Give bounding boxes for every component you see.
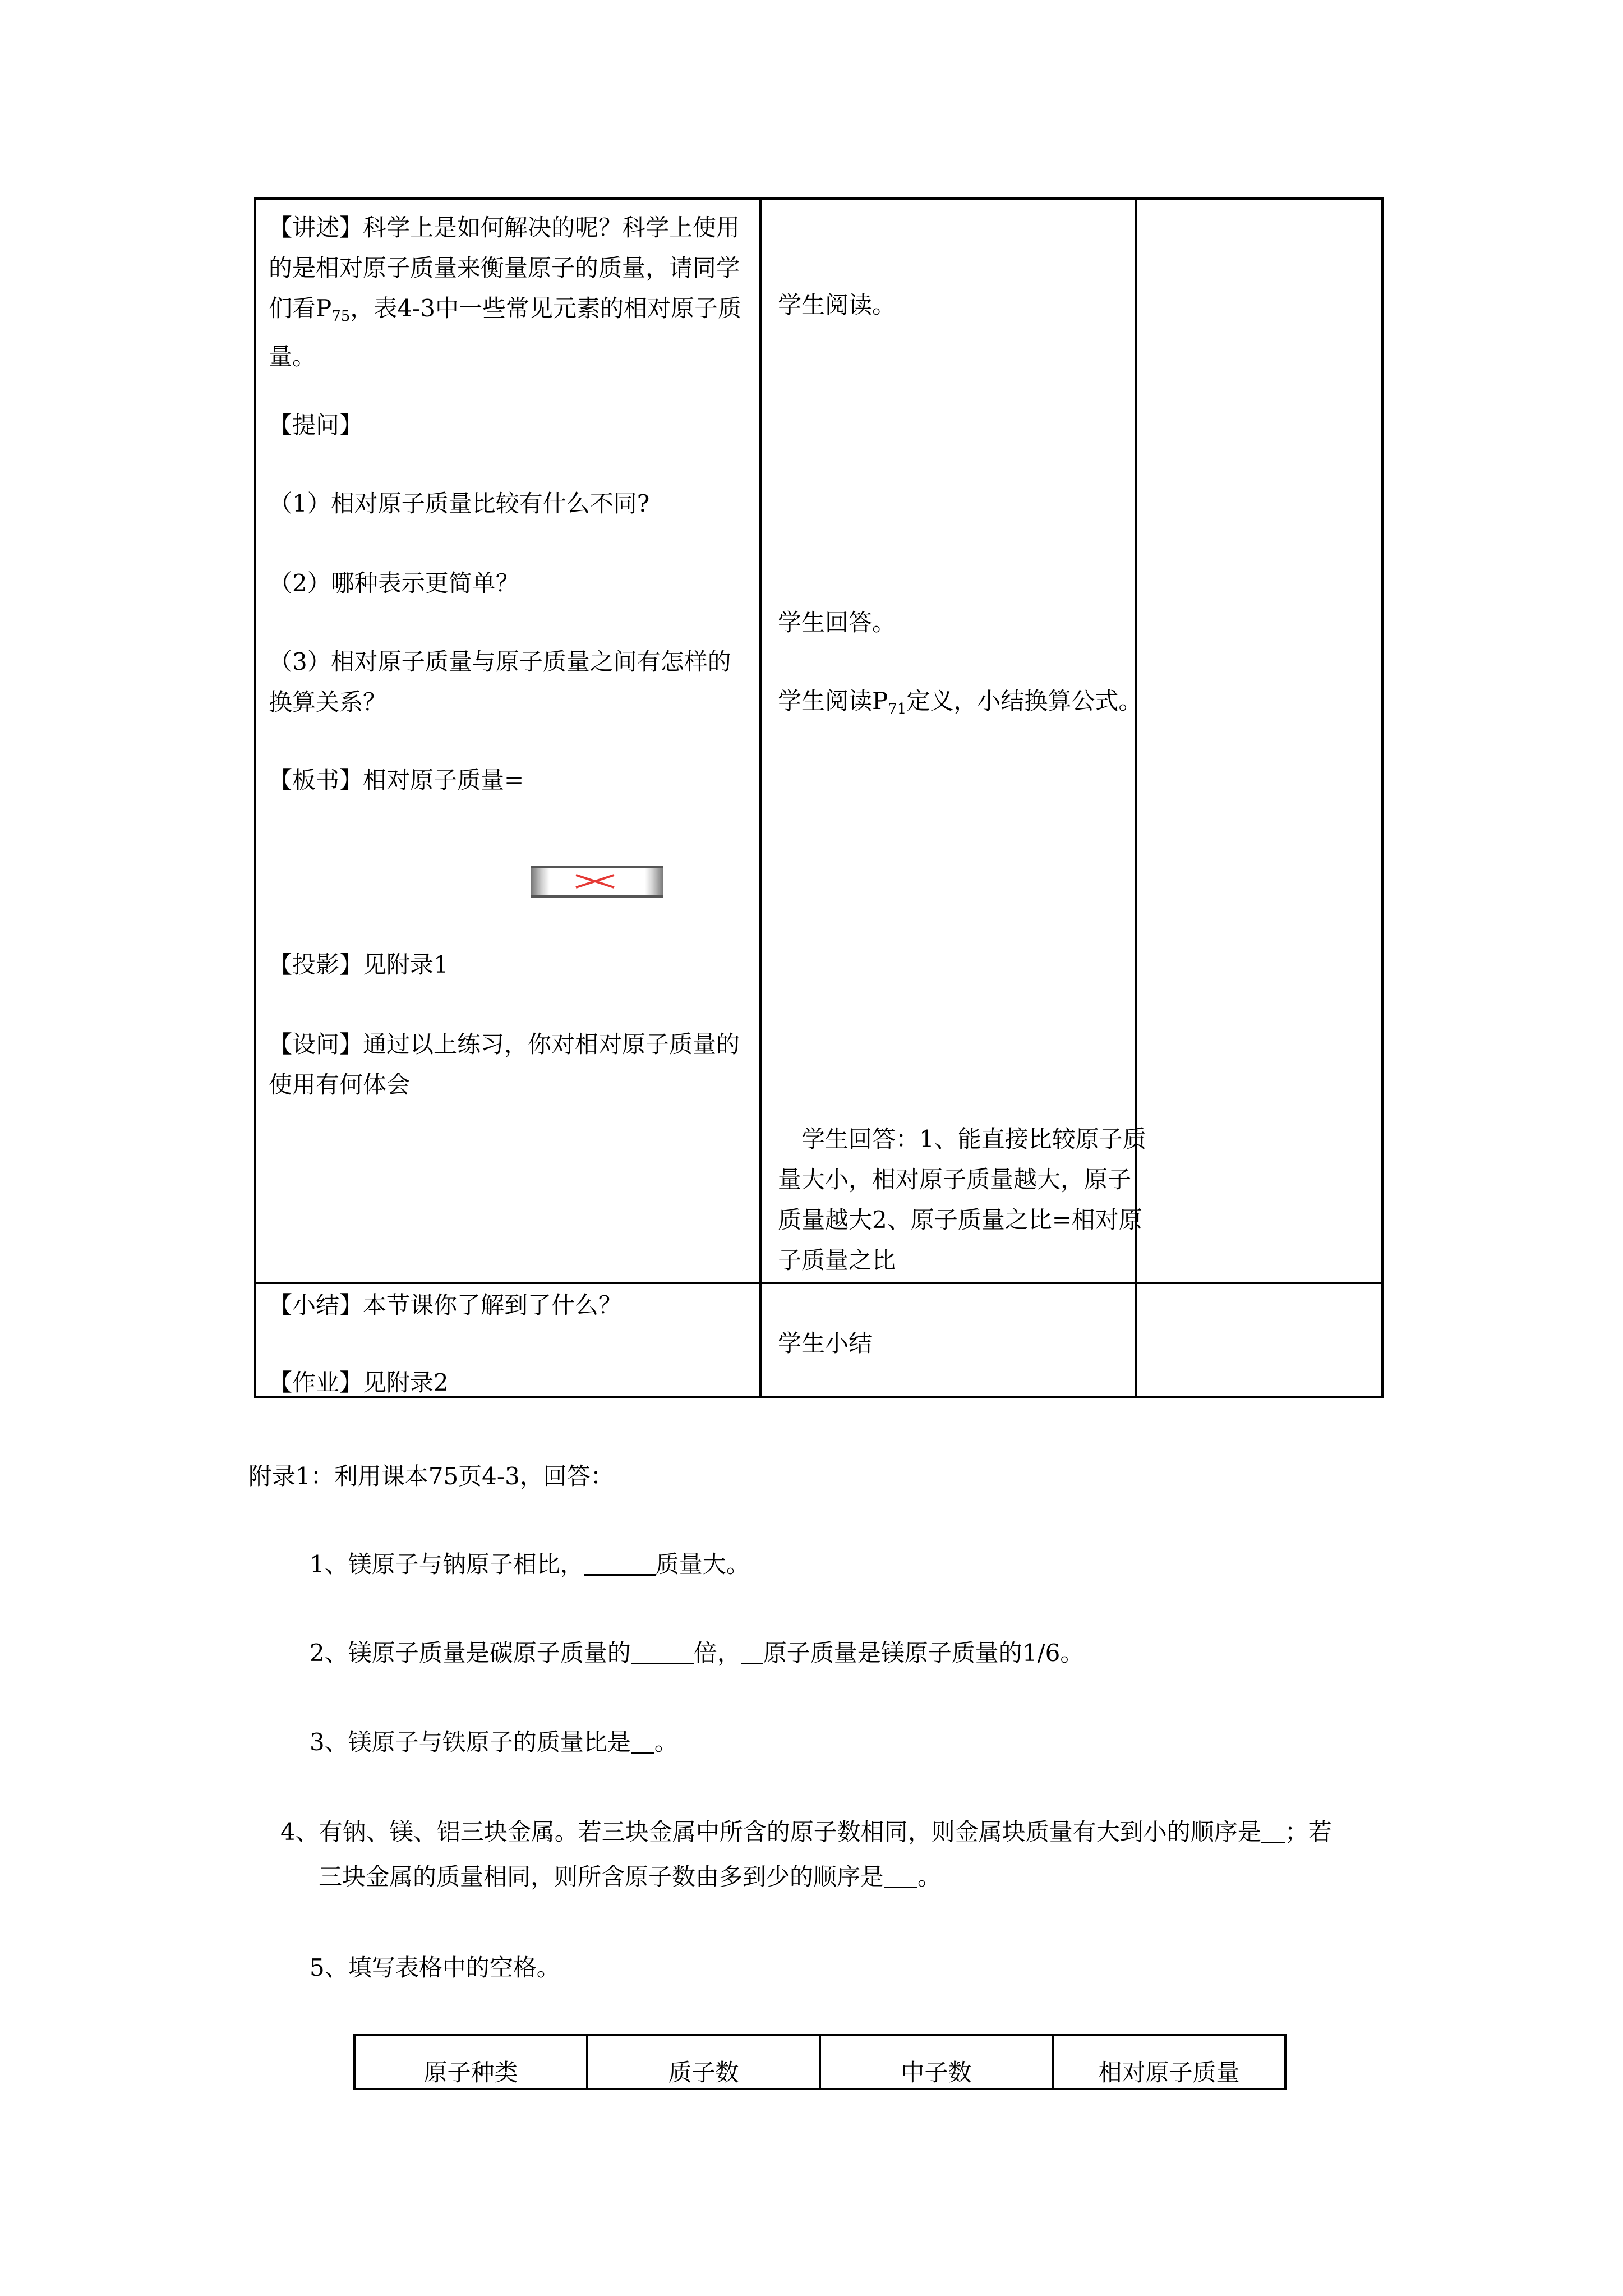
column-divider	[759, 200, 762, 1396]
appendix-question-3: 3、镁原子与铁原子的质量比是 。	[310, 1728, 678, 1756]
student-read-2: 学生阅读$P_{71}$定义，小结换算公式。	[778, 687, 1142, 717]
appendix-question-1: 1、镁原子与钠原子相比， 质量大。	[310, 1550, 750, 1578]
teacher-cell-1	[269, 208, 751, 377]
question-3: （3）相对原子质量与原子质量之间有怎样的换算关系？	[269, 648, 731, 716]
student-read-1: 学生阅读。	[778, 291, 896, 319]
answer-blank[interactable]	[1261, 1819, 1285, 1843]
atom-table	[353, 2034, 1287, 2090]
table-header-relative-mass: 相对原子质量	[1098, 2059, 1240, 2086]
table-header-atom-type: 原子种类	[356, 2036, 588, 2088]
appendix-title: 附录1：利用课本75页4-3，回答：	[248, 1462, 614, 1490]
question-1: （1）相对原子质量比较有什么不同?	[269, 490, 650, 517]
answer-blank[interactable]	[631, 1640, 694, 1664]
student-answer-1: 学生回答。	[778, 609, 896, 636]
question-2: （2）哪种表示更简单？	[269, 569, 519, 597]
appendix-question-4-line2: 三块金属的质量相同，则所含原子数由多到少的顺序是 。	[319, 1863, 942, 1890]
student-summary: 学生小结	[778, 1329, 873, 1357]
appendix-question-2: 2、镁原子质量是碳原子质量的 倍， 原子质量是镁原子质量的1/6。	[310, 1639, 1084, 1667]
appendix-question-4-line1: 4、有钠、镁、铝三块金属。若三块金属中所含的原子数相同，则金属块质量有大到小的顺序是 ；若	[280, 1818, 1332, 1846]
row-divider	[256, 1282, 1381, 1284]
broken-image-icon	[531, 866, 663, 898]
answer-blank[interactable]	[741, 1640, 763, 1664]
answer-blank[interactable]	[584, 1552, 656, 1576]
lesson-table	[254, 197, 1384, 1398]
projection-text: 【投影】见附录1	[269, 951, 449, 978]
homework-text: 【作业】见附录2	[269, 1369, 449, 1396]
summary-text: 【小结】本节课你了解到了什么？	[269, 1291, 623, 1319]
board-text: 【板书】相对原子质量=	[269, 766, 524, 794]
table-header-neutrons: 中子数	[821, 2036, 1054, 2088]
answer-blank[interactable]	[884, 1864, 917, 1888]
table-header-protons: 质子数	[588, 2036, 821, 2088]
appendix-question-5: 5、填写表格中的空格。	[310, 1954, 560, 1981]
lecture-text: 【讲述】科学上是如何解决的呢？科学上使用的是相对原子质量来衡量原子的质量，请同学们看$P_{75}$，表4-3中一些常见元素的相对原子质量。	[269, 214, 741, 370]
question-heading: 【提问】	[269, 411, 363, 439]
answer-blank[interactable]	[631, 1729, 654, 1754]
student-answer-2: 学生回答：1、能直接比较原子质量大小，相对原子质量越大，原子质量越大2、原子质量之比=相对原子质量之比	[778, 1125, 1146, 1274]
reflection-question: 【设问】通过以上练习，你对相对原子质量的使用有何体会	[269, 1030, 740, 1098]
